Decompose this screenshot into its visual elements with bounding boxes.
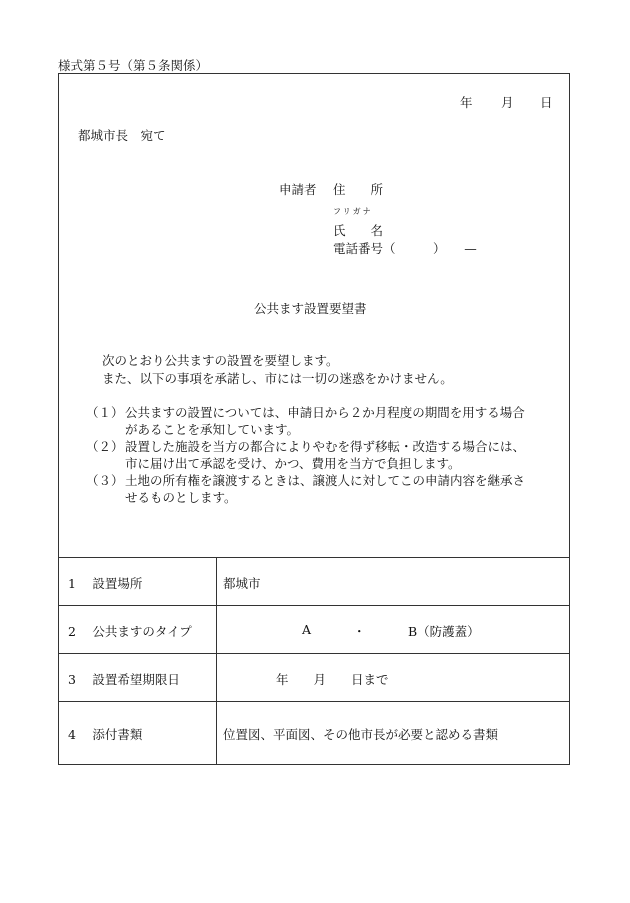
condition-text: があることを承知しています。: [125, 422, 300, 437]
form-label: 様式第５号（第５条関係）: [58, 58, 209, 73]
condition-text: 土地の所有権を譲渡するときは、譲渡人に対してこの申請内容を継承さ: [125, 473, 526, 488]
table-divider: [58, 701, 570, 702]
condition-text: 設置した施設を当方の都合によりやむを得ず移転・改造する場合には、: [125, 439, 526, 454]
row-value-location: 都城市: [223, 576, 261, 591]
row-label-attachments: 4 添付書類: [68, 727, 143, 742]
condition-text: 公共ますの設置については、申請日から２か月程度の期間を用する場合: [125, 405, 525, 420]
phone-label: 電話番号（ ） —: [333, 241, 477, 256]
table-divider: [58, 653, 570, 654]
date-year: 年: [460, 95, 473, 110]
date-month: 月: [501, 95, 514, 110]
intro-line-2: また、以下の事項を承諾し、市には一切の迷惑をかけません。: [102, 371, 453, 386]
addressee: 都城市長 宛て: [78, 128, 166, 143]
condition-number: （２）: [86, 439, 124, 454]
name-label: 氏 名: [333, 223, 384, 238]
row-value-attachments: 位置図、平面図、その他市長が必要と認める書類: [223, 727, 499, 742]
type-separator: ・: [353, 624, 366, 639]
row-value-deadline: 年 月 日まで: [276, 672, 389, 687]
applicant-label: 申請者: [279, 182, 317, 197]
type-option-a: A: [302, 622, 312, 637]
table-column-divider: [216, 557, 217, 765]
row-label-type: 2 公共ますのタイプ: [68, 624, 192, 639]
condition-number: （３）: [86, 473, 124, 488]
condition-text: 市に届け出て承認を受け、かつ、費用を当方で負担します。: [125, 456, 461, 471]
type-option-b: B（防護蓋）: [408, 624, 480, 639]
document-title: 公共ます設置要望書: [254, 301, 367, 316]
condition-number: （１）: [86, 405, 124, 420]
row-label-location: 1 設置場所: [68, 576, 143, 591]
table-divider: [58, 557, 570, 558]
table-divider: [58, 605, 570, 606]
address-label: 住 所: [333, 182, 384, 197]
condition-text: せるものとします。: [125, 490, 237, 505]
row-label-deadline: 3 設置希望期限日: [68, 672, 180, 687]
intro-line-1: 次のとおり公共ますの設置を要望します。: [102, 353, 339, 368]
furigana-label: フリガナ: [333, 207, 373, 216]
date-day: 日: [540, 95, 553, 110]
